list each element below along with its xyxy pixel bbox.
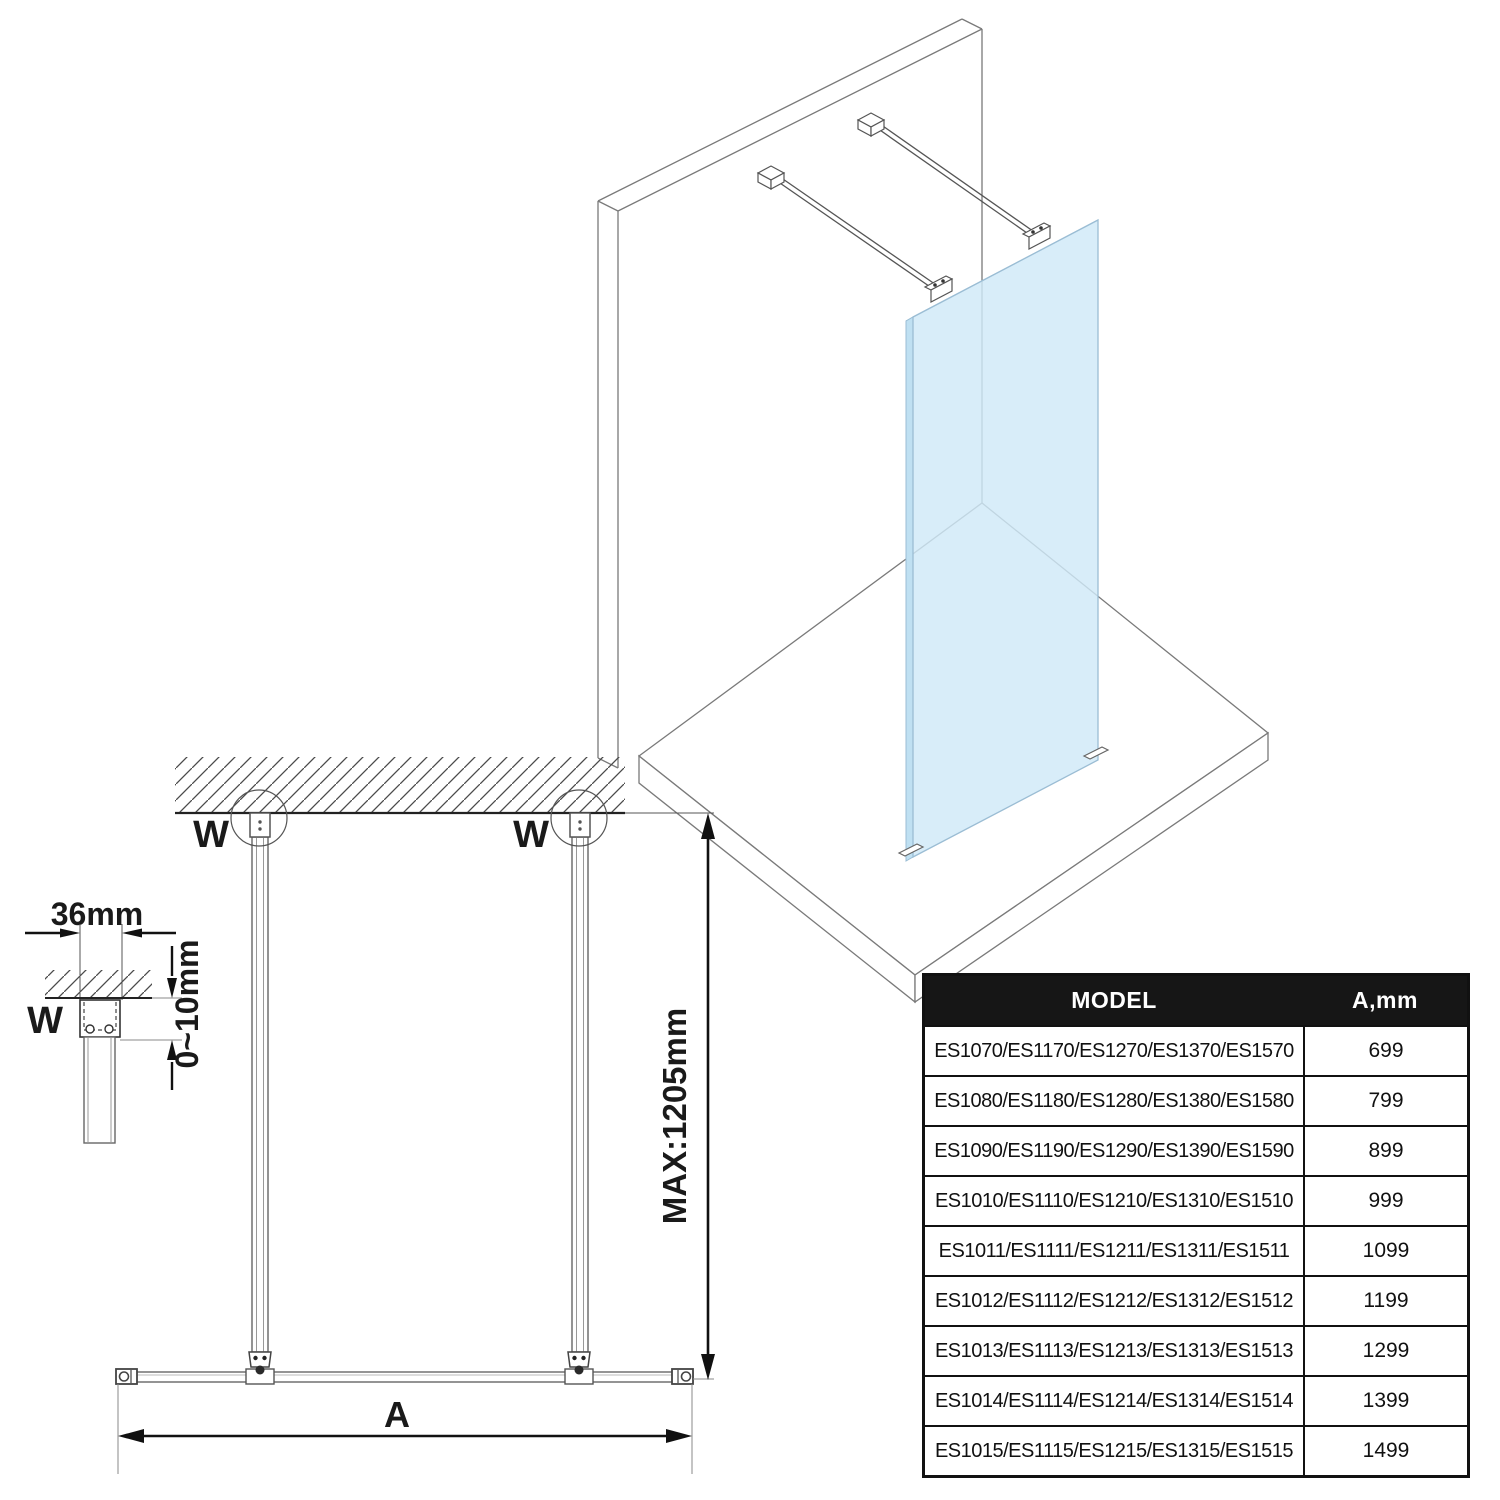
wall-hatch-detail xyxy=(45,970,152,998)
wall-bracket-detail xyxy=(80,1000,120,1037)
model-cell: ES1015/ES1115/ES1215/ES1315/ES1515 xyxy=(925,1427,1305,1475)
model-cell: ES1011/ES1111/ES1211/ES1311/ES1511 xyxy=(925,1227,1305,1275)
support-pole-detail xyxy=(84,1037,115,1143)
glass-top-rail xyxy=(116,1369,714,1384)
model-cell: ES1013/ES1113/ES1213/ES1313/ES1513 xyxy=(925,1327,1305,1375)
a-mm-cell: 1099 xyxy=(1362,1239,1410,1262)
dim-gap-range xyxy=(120,940,205,1090)
a-mm-cell: 1199 xyxy=(1363,1289,1409,1312)
table-row xyxy=(925,1375,1467,1425)
table-row xyxy=(925,1175,1467,1225)
size-table-header xyxy=(925,976,1467,1025)
glass-panel xyxy=(899,220,1108,861)
a-mm-cell: 1399 xyxy=(1362,1389,1410,1412)
wall-bracket-far xyxy=(858,113,884,136)
width-a-label: A xyxy=(384,1394,410,1435)
rail-end-cap-left xyxy=(116,1369,137,1384)
front-elevation xyxy=(116,757,715,1474)
size-table xyxy=(922,973,1470,1478)
support-bars xyxy=(777,124,1040,293)
model-cell: ES1010/ES1110/ES1210/ES1310/ES1510 xyxy=(925,1177,1305,1225)
wall-profile-detail xyxy=(25,896,205,1143)
column-header-model: MODEL xyxy=(1071,987,1157,1013)
column-header-a-mm: A,mm xyxy=(1352,987,1418,1013)
dim-width-a xyxy=(118,1384,692,1474)
width-36-label: 36mm xyxy=(50,896,144,932)
support-pole-right xyxy=(551,790,607,1352)
table-row xyxy=(925,1275,1467,1325)
a-mm-cell: 1299 xyxy=(1362,1339,1410,1362)
wall-marker-left: W xyxy=(193,814,229,856)
a-mm-cell: 799 xyxy=(1368,1089,1404,1112)
wall-hatch xyxy=(175,757,625,813)
gap-range-label: 0~10mm xyxy=(169,939,205,1069)
wall-bracket-near xyxy=(758,166,784,189)
glass-face xyxy=(913,220,1098,857)
table-row xyxy=(925,1425,1467,1475)
model-cell: ES1012/ES1112/ES1212/ES1312/ES1512 xyxy=(925,1277,1305,1325)
max-height-label: MAX:1205mm xyxy=(656,1007,693,1225)
a-mm-cell: 899 xyxy=(1368,1139,1404,1162)
model-cell: ES1014/ES1114/ES1214/ES1314/ES1514 xyxy=(925,1377,1305,1425)
a-mm-cell: 1499 xyxy=(1362,1439,1410,1462)
support-pole-left xyxy=(231,790,287,1352)
rail-end-cap-right xyxy=(672,1369,693,1384)
table-row xyxy=(925,1075,1467,1125)
model-cell: ES1070/ES1170/ES1270/ES1370/ES1570 xyxy=(925,1027,1305,1075)
table-row xyxy=(925,1025,1467,1075)
table-row xyxy=(925,1225,1467,1275)
a-mm-cell: 999 xyxy=(1368,1189,1404,1212)
wall-marker-right: W xyxy=(513,814,549,856)
table-row xyxy=(925,1125,1467,1175)
model-cell: ES1090/ES1190/ES1290/ES1390/ES1590 xyxy=(925,1127,1305,1175)
dim-max-height xyxy=(656,813,715,1380)
wall-marker-detail: W xyxy=(27,1000,63,1042)
model-cell: ES1080/ES1180/ES1280/ES1380/ES1580 xyxy=(925,1077,1305,1125)
table-row xyxy=(925,1325,1467,1375)
glass-left-edge xyxy=(906,317,913,861)
isometric-view xyxy=(598,19,1268,1002)
a-mm-cell: 699 xyxy=(1368,1039,1404,1062)
